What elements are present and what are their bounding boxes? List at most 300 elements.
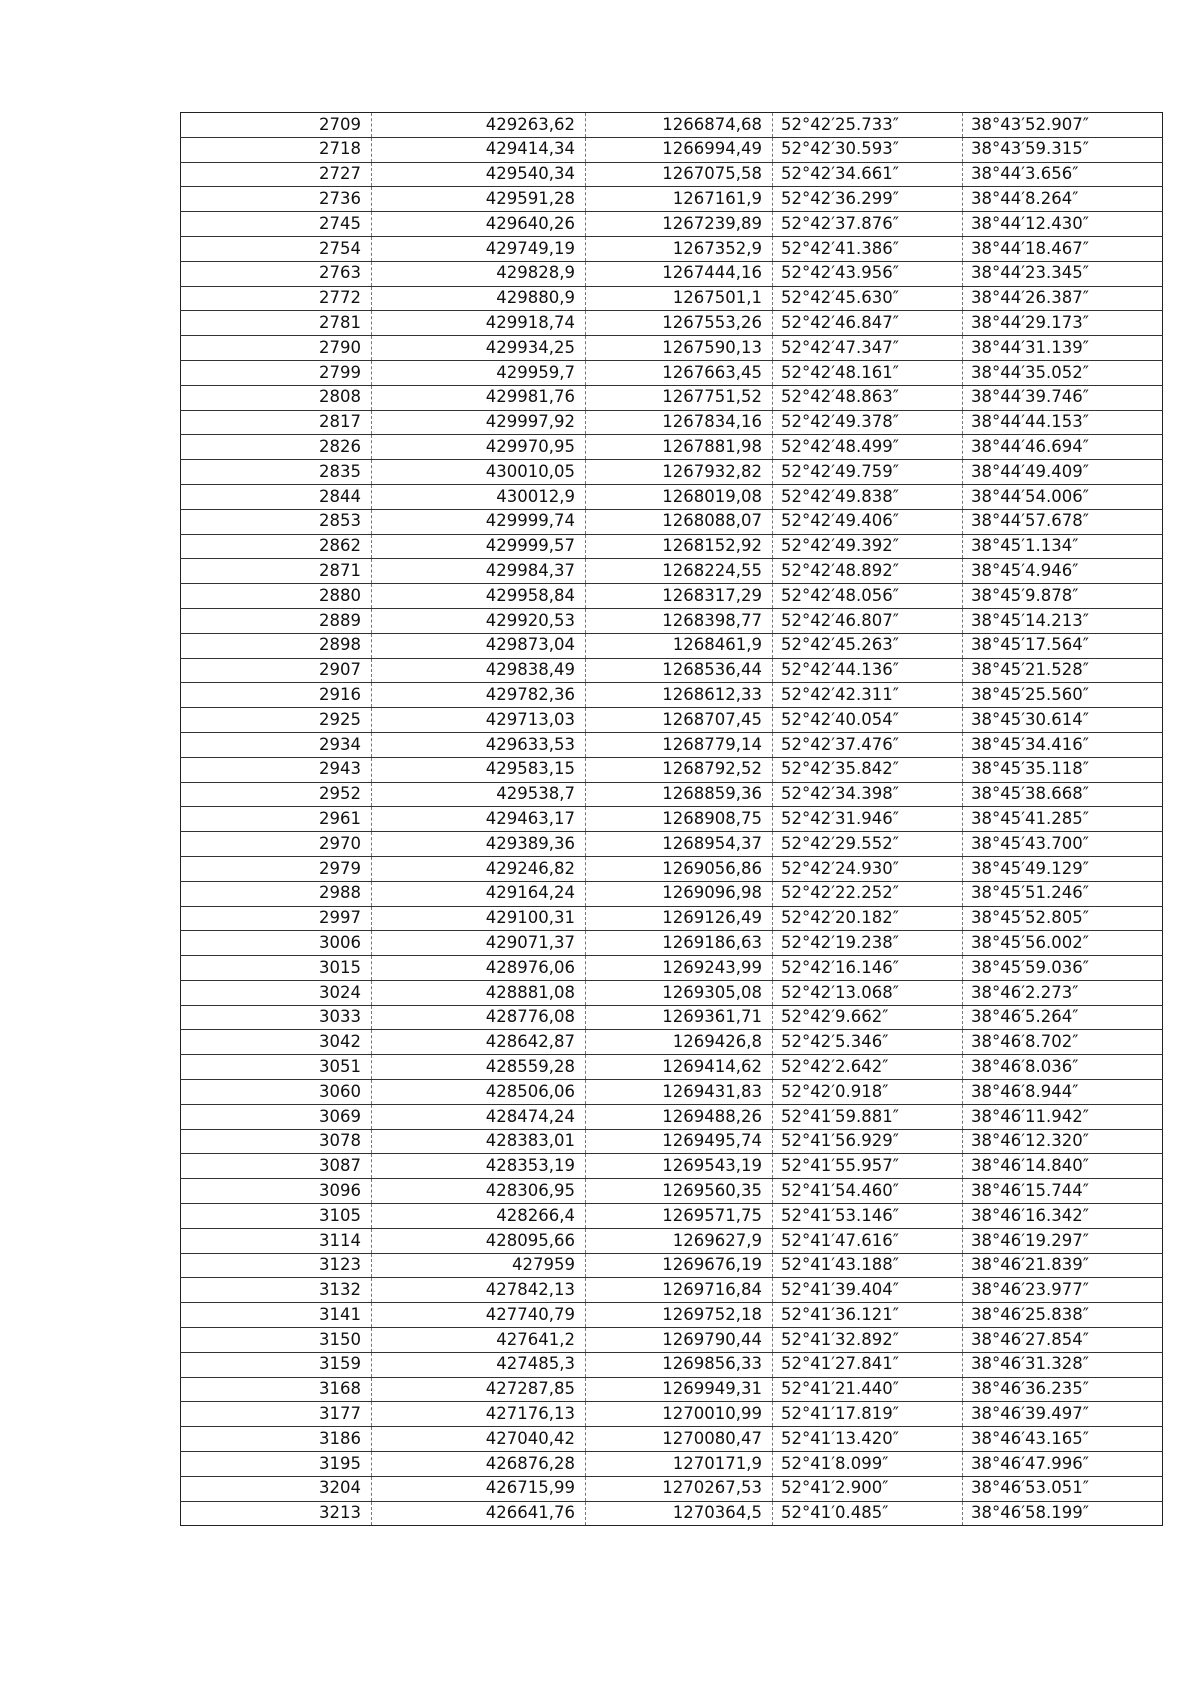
y-coordinate-cell: 1269488,26 [586, 1104, 773, 1129]
table-row [181, 1476, 1163, 1501]
longitude-cell: 38°45′35.118″ [963, 757, 1163, 782]
point-number-cell: 2943 [181, 757, 372, 782]
x-coordinate-cell: 428383,01 [372, 1129, 586, 1154]
latitude-cell: 52°42′31.946″ [773, 807, 963, 832]
point-number-cell: 2727 [181, 162, 372, 187]
x-coordinate-cell: 430012,9 [372, 484, 586, 509]
table-row [181, 1402, 1163, 1427]
coordinates-table [180, 112, 1163, 1526]
x-coordinate-cell: 427641,2 [372, 1328, 586, 1353]
longitude-cell: 38°45′30.614″ [963, 708, 1163, 733]
point-number-cell: 2934 [181, 732, 372, 757]
table-row [181, 856, 1163, 881]
point-number-cell: 2736 [181, 187, 372, 212]
table-row [181, 931, 1163, 956]
point-number-cell: 2844 [181, 484, 372, 509]
point-number-cell: 2808 [181, 385, 372, 410]
table-row [181, 1080, 1163, 1105]
y-coordinate-cell: 1269676,19 [586, 1253, 773, 1278]
x-coordinate-cell: 428474,24 [372, 1104, 586, 1129]
longitude-cell: 38°44′54.006″ [963, 484, 1163, 509]
latitude-cell: 52°42′48.892″ [773, 559, 963, 584]
table-row [181, 1278, 1163, 1303]
latitude-cell: 52°41′54.460″ [773, 1179, 963, 1204]
x-coordinate-cell: 427485,3 [372, 1352, 586, 1377]
y-coordinate-cell: 1269056,86 [586, 856, 773, 881]
point-number-cell: 2862 [181, 534, 372, 559]
longitude-cell: 38°43′59.315″ [963, 137, 1163, 162]
x-coordinate-cell: 429934,25 [372, 336, 586, 361]
longitude-cell: 38°45′17.564″ [963, 633, 1163, 658]
table-row [181, 1179, 1163, 1204]
y-coordinate-cell: 1267501,1 [586, 286, 773, 311]
table-row [181, 906, 1163, 931]
latitude-cell: 52°41′36.121″ [773, 1303, 963, 1328]
x-coordinate-cell: 429970,95 [372, 435, 586, 460]
longitude-cell: 38°45′51.246″ [963, 881, 1163, 906]
y-coordinate-cell: 1269790,44 [586, 1328, 773, 1353]
table-row [181, 658, 1163, 683]
table-row [181, 410, 1163, 435]
point-number-cell: 3051 [181, 1055, 372, 1080]
x-coordinate-cell: 428506,06 [372, 1080, 586, 1105]
longitude-cell: 38°44′12.430″ [963, 212, 1163, 237]
y-coordinate-cell: 1270267,53 [586, 1476, 773, 1501]
longitude-cell: 38°45′38.668″ [963, 782, 1163, 807]
table-row [181, 732, 1163, 757]
point-number-cell: 2916 [181, 683, 372, 708]
longitude-cell: 38°44′35.052″ [963, 360, 1163, 385]
latitude-cell: 52°42′19.238″ [773, 931, 963, 956]
x-coordinate-cell: 428559,28 [372, 1055, 586, 1080]
longitude-cell: 38°45′56.002″ [963, 931, 1163, 956]
longitude-cell: 38°46′36.235″ [963, 1377, 1163, 1402]
table-row [181, 534, 1163, 559]
y-coordinate-cell: 1270080,47 [586, 1427, 773, 1452]
x-coordinate-cell: 429981,76 [372, 385, 586, 410]
longitude-cell: 38°45′14.213″ [963, 608, 1163, 633]
latitude-cell: 52°41′2.900″ [773, 1476, 963, 1501]
latitude-cell: 52°42′29.552″ [773, 832, 963, 857]
longitude-cell: 38°44′57.678″ [963, 509, 1163, 534]
latitude-cell: 52°41′59.881″ [773, 1104, 963, 1129]
latitude-cell: 52°42′48.056″ [773, 584, 963, 609]
table-row [181, 1129, 1163, 1154]
y-coordinate-cell: 1268954,37 [586, 832, 773, 857]
latitude-cell: 52°42′44.136″ [773, 658, 963, 683]
longitude-cell: 38°45′1.134″ [963, 534, 1163, 559]
x-coordinate-cell: 429958,84 [372, 584, 586, 609]
table-row [181, 261, 1163, 286]
table-row [181, 1055, 1163, 1080]
y-coordinate-cell: 1268792,52 [586, 757, 773, 782]
latitude-cell: 52°41′0.485″ [773, 1501, 963, 1526]
point-number-cell: 3024 [181, 980, 372, 1005]
x-coordinate-cell: 429880,9 [372, 286, 586, 311]
point-number-cell: 2889 [181, 608, 372, 633]
point-number-cell: 2835 [181, 460, 372, 485]
y-coordinate-cell: 1269305,08 [586, 980, 773, 1005]
latitude-cell: 52°42′45.263″ [773, 633, 963, 658]
longitude-cell: 38°44′46.694″ [963, 435, 1163, 460]
point-number-cell: 3213 [181, 1501, 372, 1526]
x-coordinate-cell: 429984,37 [372, 559, 586, 584]
latitude-cell: 52°42′42.311″ [773, 683, 963, 708]
longitude-cell: 38°44′3.656″ [963, 162, 1163, 187]
latitude-cell: 52°42′48.161″ [773, 360, 963, 385]
y-coordinate-cell: 1269543,19 [586, 1154, 773, 1179]
x-coordinate-cell: 426715,99 [372, 1476, 586, 1501]
longitude-cell: 38°44′29.173″ [963, 311, 1163, 336]
point-number-cell: 3195 [181, 1452, 372, 1477]
x-coordinate-cell: 426641,76 [372, 1501, 586, 1526]
latitude-cell: 52°41′32.892″ [773, 1328, 963, 1353]
latitude-cell: 52°41′56.929″ [773, 1129, 963, 1154]
longitude-cell: 38°45′43.700″ [963, 832, 1163, 857]
longitude-cell: 38°45′49.129″ [963, 856, 1163, 881]
point-number-cell: 2871 [181, 559, 372, 584]
latitude-cell: 52°42′34.398″ [773, 782, 963, 807]
y-coordinate-cell: 1269361,71 [586, 1005, 773, 1030]
point-number-cell: 3204 [181, 1476, 372, 1501]
point-number-cell: 2799 [181, 360, 372, 385]
y-coordinate-cell: 1268152,92 [586, 534, 773, 559]
y-coordinate-cell: 1269243,99 [586, 956, 773, 981]
coordinates-table-body [181, 113, 1163, 1526]
latitude-cell: 52°42′40.054″ [773, 708, 963, 733]
longitude-cell: 38°46′39.497″ [963, 1402, 1163, 1427]
point-number-cell: 3141 [181, 1303, 372, 1328]
longitude-cell: 38°45′41.285″ [963, 807, 1163, 832]
longitude-cell: 38°45′4.946″ [963, 559, 1163, 584]
latitude-cell: 52°42′13.068″ [773, 980, 963, 1005]
x-coordinate-cell: 428306,95 [372, 1179, 586, 1204]
y-coordinate-cell: 1267881,98 [586, 435, 773, 460]
y-coordinate-cell: 1268088,07 [586, 509, 773, 534]
table-row [181, 187, 1163, 212]
x-coordinate-cell: 429749,19 [372, 236, 586, 261]
latitude-cell: 52°42′5.346″ [773, 1030, 963, 1055]
point-number-cell: 2907 [181, 658, 372, 683]
point-number-cell: 3087 [181, 1154, 372, 1179]
latitude-cell: 52°42′49.759″ [773, 460, 963, 485]
x-coordinate-cell: 429999,57 [372, 534, 586, 559]
point-number-cell: 3177 [181, 1402, 372, 1427]
latitude-cell: 52°41′8.099″ [773, 1452, 963, 1477]
longitude-cell: 38°46′14.840″ [963, 1154, 1163, 1179]
point-number-cell: 3069 [181, 1104, 372, 1129]
latitude-cell: 52°41′17.819″ [773, 1402, 963, 1427]
y-coordinate-cell: 1269856,33 [586, 1352, 773, 1377]
point-number-cell: 2709 [181, 113, 372, 138]
x-coordinate-cell: 427040,42 [372, 1427, 586, 1452]
latitude-cell: 52°41′43.188″ [773, 1253, 963, 1278]
x-coordinate-cell: 429959,7 [372, 360, 586, 385]
latitude-cell: 52°42′47.347″ [773, 336, 963, 361]
longitude-cell: 38°46′8.702″ [963, 1030, 1163, 1055]
point-number-cell: 3132 [181, 1278, 372, 1303]
table-row [181, 782, 1163, 807]
x-coordinate-cell: 429999,74 [372, 509, 586, 534]
point-number-cell: 3078 [181, 1129, 372, 1154]
latitude-cell: 52°42′30.593″ [773, 137, 963, 162]
x-coordinate-cell: 427176,13 [372, 1402, 586, 1427]
y-coordinate-cell: 1269186,63 [586, 931, 773, 956]
x-coordinate-cell: 429920,53 [372, 608, 586, 633]
latitude-cell: 52°42′36.299″ [773, 187, 963, 212]
x-coordinate-cell: 429591,28 [372, 187, 586, 212]
table-row [181, 1104, 1163, 1129]
y-coordinate-cell: 1269414,62 [586, 1055, 773, 1080]
latitude-cell: 52°41′39.404″ [773, 1278, 963, 1303]
latitude-cell: 52°41′27.841″ [773, 1352, 963, 1377]
longitude-cell: 38°44′23.345″ [963, 261, 1163, 286]
y-coordinate-cell: 1267932,82 [586, 460, 773, 485]
table-row [181, 1253, 1163, 1278]
point-number-cell: 3006 [181, 931, 372, 956]
table-row [181, 956, 1163, 981]
x-coordinate-cell: 427740,79 [372, 1303, 586, 1328]
y-coordinate-cell: 1270364,5 [586, 1501, 773, 1526]
table-row [181, 360, 1163, 385]
latitude-cell: 52°42′49.378″ [773, 410, 963, 435]
x-coordinate-cell: 429713,03 [372, 708, 586, 733]
longitude-cell: 38°44′8.264″ [963, 187, 1163, 212]
table-row [181, 633, 1163, 658]
x-coordinate-cell: 427842,13 [372, 1278, 586, 1303]
table-row [181, 1204, 1163, 1229]
point-number-cell: 3114 [181, 1228, 372, 1253]
x-coordinate-cell: 428266,4 [372, 1204, 586, 1229]
x-coordinate-cell: 429164,24 [372, 881, 586, 906]
latitude-cell: 52°42′43.956″ [773, 261, 963, 286]
latitude-cell: 52°42′37.476″ [773, 732, 963, 757]
y-coordinate-cell: 1268536,44 [586, 658, 773, 683]
point-number-cell: 3159 [181, 1352, 372, 1377]
x-coordinate-cell: 429873,04 [372, 633, 586, 658]
table-row [181, 113, 1163, 138]
latitude-cell: 52°42′49.838″ [773, 484, 963, 509]
latitude-cell: 52°42′34.661″ [773, 162, 963, 187]
longitude-cell: 38°44′39.746″ [963, 385, 1163, 410]
point-number-cell: 2754 [181, 236, 372, 261]
latitude-cell: 52°42′22.252″ [773, 881, 963, 906]
point-number-cell: 2853 [181, 509, 372, 534]
longitude-cell: 38°44′49.409″ [963, 460, 1163, 485]
point-number-cell: 2772 [181, 286, 372, 311]
table-row [181, 212, 1163, 237]
x-coordinate-cell: 429246,82 [372, 856, 586, 881]
point-number-cell: 2718 [181, 137, 372, 162]
x-coordinate-cell: 428881,08 [372, 980, 586, 1005]
point-number-cell: 2952 [181, 782, 372, 807]
latitude-cell: 52°42′48.499″ [773, 435, 963, 460]
x-coordinate-cell: 429640,26 [372, 212, 586, 237]
longitude-cell: 38°46′21.839″ [963, 1253, 1163, 1278]
table-row [181, 1228, 1163, 1253]
longitude-cell: 38°45′52.805″ [963, 906, 1163, 931]
table-row [181, 1452, 1163, 1477]
latitude-cell: 52°41′13.420″ [773, 1427, 963, 1452]
y-coordinate-cell: 1268224,55 [586, 559, 773, 584]
y-coordinate-cell: 1267161,9 [586, 187, 773, 212]
longitude-cell: 38°44′31.139″ [963, 336, 1163, 361]
longitude-cell: 38°46′11.942″ [963, 1104, 1163, 1129]
longitude-cell: 38°45′9.878″ [963, 584, 1163, 609]
table-row [181, 509, 1163, 534]
x-coordinate-cell: 426876,28 [372, 1452, 586, 1477]
x-coordinate-cell: 429540,34 [372, 162, 586, 187]
y-coordinate-cell: 1267444,16 [586, 261, 773, 286]
point-number-cell: 2826 [181, 435, 372, 460]
longitude-cell: 38°46′31.328″ [963, 1352, 1163, 1377]
latitude-cell: 52°41′53.146″ [773, 1204, 963, 1229]
y-coordinate-cell: 1266874,68 [586, 113, 773, 138]
y-coordinate-cell: 1268859,36 [586, 782, 773, 807]
x-coordinate-cell: 429782,36 [372, 683, 586, 708]
table-row [181, 881, 1163, 906]
latitude-cell: 52°42′24.930″ [773, 856, 963, 881]
longitude-cell: 38°46′23.977″ [963, 1278, 1163, 1303]
longitude-cell: 38°46′12.320″ [963, 1129, 1163, 1154]
latitude-cell: 52°42′0.918″ [773, 1080, 963, 1105]
point-number-cell: 2817 [181, 410, 372, 435]
table-row [181, 1328, 1163, 1353]
x-coordinate-cell: 428095,66 [372, 1228, 586, 1253]
longitude-cell: 38°43′52.907″ [963, 113, 1163, 138]
y-coordinate-cell: 1269949,31 [586, 1377, 773, 1402]
table-row [181, 832, 1163, 857]
latitude-cell: 52°41′55.957″ [773, 1154, 963, 1179]
longitude-cell: 38°46′19.297″ [963, 1228, 1163, 1253]
table-row [181, 435, 1163, 460]
x-coordinate-cell: 429100,31 [372, 906, 586, 931]
latitude-cell: 52°42′45.630″ [773, 286, 963, 311]
y-coordinate-cell: 1268317,29 [586, 584, 773, 609]
table-row [181, 1005, 1163, 1030]
latitude-cell: 52°41′47.616″ [773, 1228, 963, 1253]
longitude-cell: 38°46′15.744″ [963, 1179, 1163, 1204]
latitude-cell: 52°42′25.733″ [773, 113, 963, 138]
point-number-cell: 3123 [181, 1253, 372, 1278]
longitude-cell: 38°46′2.273″ [963, 980, 1163, 1005]
point-number-cell: 3105 [181, 1204, 372, 1229]
longitude-cell: 38°44′26.387″ [963, 286, 1163, 311]
point-number-cell: 2979 [181, 856, 372, 881]
latitude-cell: 52°42′41.386″ [773, 236, 963, 261]
longitude-cell: 38°46′8.036″ [963, 1055, 1163, 1080]
y-coordinate-cell: 1267590,13 [586, 336, 773, 361]
latitude-cell: 52°41′21.440″ [773, 1377, 963, 1402]
point-number-cell: 2763 [181, 261, 372, 286]
longitude-cell: 38°46′25.838″ [963, 1303, 1163, 1328]
longitude-cell: 38°44′44.153″ [963, 410, 1163, 435]
x-coordinate-cell: 429389,36 [372, 832, 586, 857]
table-row [181, 311, 1163, 336]
y-coordinate-cell: 1269126,49 [586, 906, 773, 931]
latitude-cell: 52°42′9.662″ [773, 1005, 963, 1030]
point-number-cell: 3096 [181, 1179, 372, 1204]
table-row [181, 336, 1163, 361]
latitude-cell: 52°42′37.876″ [773, 212, 963, 237]
table-row [181, 1501, 1163, 1526]
table-row [181, 460, 1163, 485]
table-row [181, 807, 1163, 832]
y-coordinate-cell: 1268707,45 [586, 708, 773, 733]
x-coordinate-cell: 428976,06 [372, 956, 586, 981]
table-row [181, 162, 1163, 187]
y-coordinate-cell: 1267751,52 [586, 385, 773, 410]
latitude-cell: 52°42′35.842″ [773, 757, 963, 782]
y-coordinate-cell: 1267239,89 [586, 212, 773, 237]
y-coordinate-cell: 1267075,58 [586, 162, 773, 187]
y-coordinate-cell: 1269560,35 [586, 1179, 773, 1204]
table-row [181, 236, 1163, 261]
x-coordinate-cell: 428776,08 [372, 1005, 586, 1030]
point-number-cell: 2997 [181, 906, 372, 931]
y-coordinate-cell: 1270010,99 [586, 1402, 773, 1427]
latitude-cell: 52°42′46.807″ [773, 608, 963, 633]
x-coordinate-cell: 430010,05 [372, 460, 586, 485]
y-coordinate-cell: 1269426,8 [586, 1030, 773, 1055]
latitude-cell: 52°42′16.146″ [773, 956, 963, 981]
x-coordinate-cell: 429633,53 [372, 732, 586, 757]
table-row [181, 137, 1163, 162]
y-coordinate-cell: 1269096,98 [586, 881, 773, 906]
table-row [181, 683, 1163, 708]
x-coordinate-cell: 429997,92 [372, 410, 586, 435]
y-coordinate-cell: 1268398,77 [586, 608, 773, 633]
table-row [181, 1030, 1163, 1055]
table-row [181, 484, 1163, 509]
x-coordinate-cell: 428642,87 [372, 1030, 586, 1055]
longitude-cell: 38°46′53.051″ [963, 1476, 1163, 1501]
y-coordinate-cell: 1269571,75 [586, 1204, 773, 1229]
x-coordinate-cell: 427959 [372, 1253, 586, 1278]
table-row [181, 980, 1163, 1005]
latitude-cell: 52°42′20.182″ [773, 906, 963, 931]
longitude-cell: 38°46′16.342″ [963, 1204, 1163, 1229]
point-number-cell: 2898 [181, 633, 372, 658]
longitude-cell: 38°45′59.036″ [963, 956, 1163, 981]
table-row [181, 1427, 1163, 1452]
x-coordinate-cell: 429583,15 [372, 757, 586, 782]
point-number-cell: 3168 [181, 1377, 372, 1402]
x-coordinate-cell: 429538,7 [372, 782, 586, 807]
longitude-cell: 38°45′25.560″ [963, 683, 1163, 708]
latitude-cell: 52°42′46.847″ [773, 311, 963, 336]
x-coordinate-cell: 429463,17 [372, 807, 586, 832]
longitude-cell: 38°46′5.264″ [963, 1005, 1163, 1030]
table-row [181, 757, 1163, 782]
x-coordinate-cell: 429071,37 [372, 931, 586, 956]
longitude-cell: 38°46′8.944″ [963, 1080, 1163, 1105]
table-row [181, 385, 1163, 410]
x-coordinate-cell: 429414,34 [372, 137, 586, 162]
point-number-cell: 2880 [181, 584, 372, 609]
longitude-cell: 38°46′58.199″ [963, 1501, 1163, 1526]
point-number-cell: 2781 [181, 311, 372, 336]
table-row [181, 1154, 1163, 1179]
longitude-cell: 38°45′34.416″ [963, 732, 1163, 757]
table-row [181, 608, 1163, 633]
y-coordinate-cell: 1269627,9 [586, 1228, 773, 1253]
y-coordinate-cell: 1270171,9 [586, 1452, 773, 1477]
point-number-cell: 2961 [181, 807, 372, 832]
y-coordinate-cell: 1268779,14 [586, 732, 773, 757]
latitude-cell: 52°42′2.642″ [773, 1055, 963, 1080]
point-number-cell: 2790 [181, 336, 372, 361]
